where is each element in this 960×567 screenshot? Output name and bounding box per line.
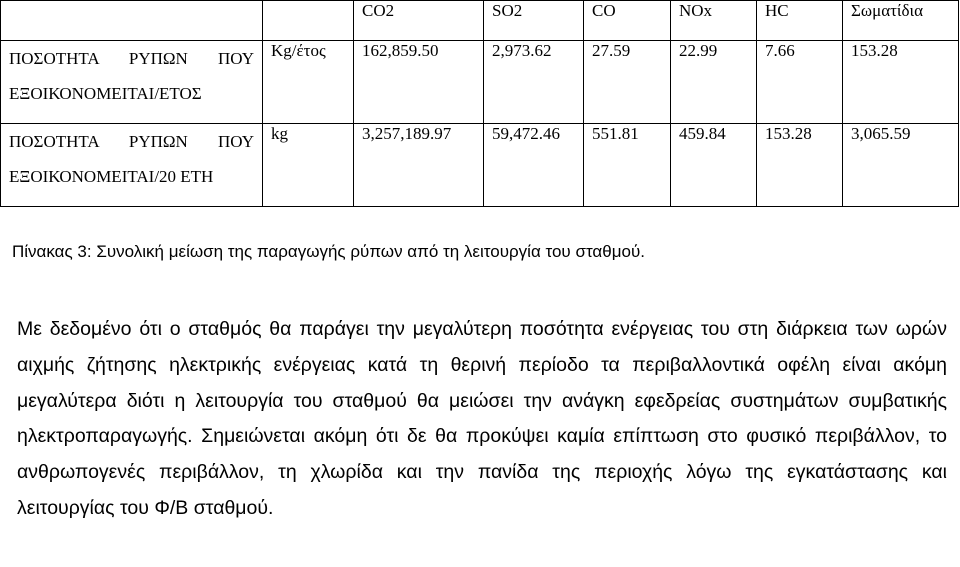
value-cell: 27.59 [584,41,671,124]
value-cell: 162,859.50 [354,41,484,124]
value-cell: 153.28 [757,124,843,207]
header-cell-co: CO [584,1,671,41]
unit-cell: kg [263,124,354,207]
header-cell-co2: CO2 [354,1,484,41]
value-cell: 551.81 [584,124,671,207]
row-label-line: ΠΟΣΟΤΗΤΑ ΡΥΠΩΝ ΠΟΥ [9,49,254,68]
value-cell: 153.28 [843,41,959,124]
unit-cell: Kg/έτος [263,41,354,124]
table-header-row [1,1,959,41]
row-label-cell [1,124,263,207]
row-label-line: ΕΞΟΙΚΟΝΟΜΕΙΤΑΙ/ΕΤΟΣ [9,84,202,103]
body-paragraph: Με δεδομένο ότι ο σταθμός θα παράγει την μεγαλύτερη ποσότητα ενέργειας του στη διάρκεια των ωρών αιχμής ζήτησης ηλεκτρικής ενέργειας κατά τη θερινή περίοδο τα περιβαλλοντικά οφέλη είναι ακόμη μεγαλύτερα διότι η λειτουργία του σταθμού θα μειώσει την ανάγκη εφεδρείας συστημάτων συμβατικής ηλεκτροπαραγωγής. Σημειώνεται ακόμη ότι δε θα προκύψει καμία επίπτωση στο φυσικό περιβάλλον, το ανθρωπογενές περιβάλλον, τη χλωρίδα και την πανίδα της περιοχής λόγω της εγκατάστασης και λειτουργίας του Φ/Β σταθμού. [17,318,947,519]
value-cell: 2,973.62 [484,41,584,124]
table-row [1,124,959,207]
emissions-table-container [0,0,960,207]
value-cell: 3,065.59 [843,124,959,207]
header-cell-hc: HC [757,1,843,41]
value-cell: 459.84 [671,124,757,207]
row-label-cell [1,41,263,124]
row-label-line: ΠΟΣΟΤΗΤΑ ΡΥΠΩΝ ΠΟΥ [9,132,254,151]
value-cell: 59,472.46 [484,124,584,207]
value-cell: 7.66 [757,41,843,124]
value-cell: 22.99 [671,41,757,124]
table-row [1,41,959,124]
header-cell-particles: Σωματίδια [843,1,959,41]
header-cell-so2: SO2 [484,1,584,41]
header-cell [1,1,263,41]
row-label-line: ΕΞΟΙΚΟΝΟΜΕΙΤΑΙ/20 ΕΤΗ [9,167,214,186]
emissions-table [0,0,959,207]
header-cell [263,1,354,41]
table-caption: Πίνακας 3: Συνολική μείωση της παραγωγής ρύπων από τη λειτουργία του σταθμού. [12,242,645,261]
header-cell-nox: NOx [671,1,757,41]
value-cell: 3,257,189.97 [354,124,484,207]
